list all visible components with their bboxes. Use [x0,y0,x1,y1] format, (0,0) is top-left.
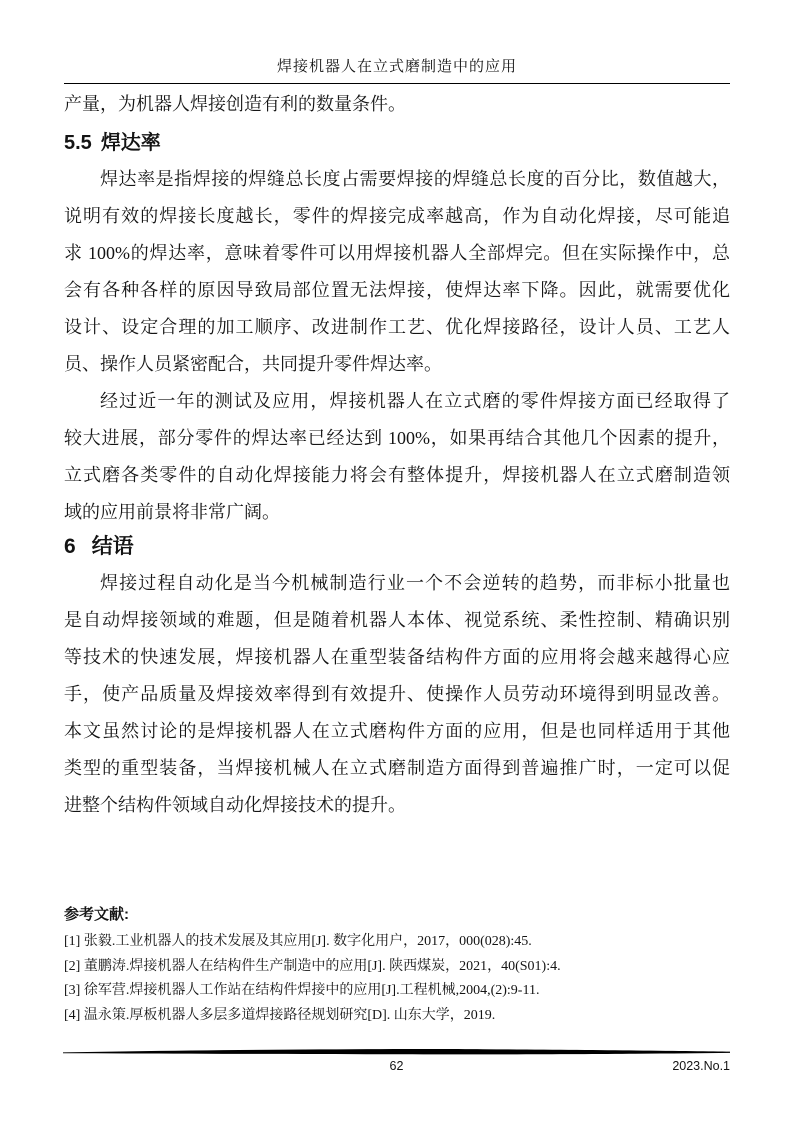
text-line: 会有各种各样的原因导致局部位置无法焊接，使焊达率下降。因此，就需要优化 [64,280,730,300]
text-line: 本文虽然讨论的是焊接机器人在立式磨构件方面的应用，但是也同样适用于其他 [64,721,730,741]
paragraph-weld-rate-definition [64,161,730,383]
section-title: 焊达率 [100,132,161,154]
text-line: 设计、设定合理的加工顺序、改进制作工艺、优化焊接路径，设计人员、工艺人 [64,317,730,337]
text-line: 说明有效的焊接长度越长，零件的焊接完成率越高，作为自动化焊接，尽可能追 [64,206,730,226]
reference-item: [1] 张毅.工业机器人的技术发展及其应用[J]. 数字化用户，2017，000(028):45. [64,934,532,949]
text-line: 焊接过程自动化是当今机械制造行业一个不会逆转的趋势，而非标小批量也 [100,573,730,593]
text-line: 员、操作人员紧密配合，共同提升零件焊达率。 [64,354,442,374]
section-number: 5.5 [64,132,92,154]
paragraph-continuation-line: 产量，为机器人焊接创造有利的数量条件。 [64,94,406,114]
section-heading-6 [64,531,730,562]
text-line: 立式磨各类零件的自动化焊接能力将会有整体提升，焊接机器人在立式磨制造领 [64,465,730,485]
references-heading: 参考文献: [64,906,129,923]
header-rule [64,83,730,84]
reference-item: [3] 徐军营.焊接机器人工作站在结构件焊接中的应用[J].工程机械,2004,(2):9-11. [64,983,540,998]
paragraph-weld-rate-progress [64,383,730,531]
text-line: 较大进展，部分零件的焊达率已经达到 100%，如果再结合其他几个因素的提升， [64,428,730,448]
text-line: 进整个结构件领域自动化焊接技术的提升。 [64,795,406,815]
paragraph-conclusion [64,565,730,824]
text-line: 类型的重型装备，当焊接机械人在立式磨制造方面得到普遍推广时，一定可以促 [64,758,730,778]
text-line: 等技术的快速发展，焊接机器人在重型装备结构件方面的应用将会越来越得心应 [64,647,730,667]
references-section [64,904,730,1028]
running-head-title: 焊接机器人在立式磨制造中的应用 [276,59,517,75]
references-list [64,930,730,1028]
footer-row [63,1059,730,1074]
footer-rule [63,1048,730,1056]
text-line: 求 100%的焊达率，意味着零件可以用焊接机器人全部焊完。但在实际操作中，总 [64,243,730,263]
issue-label: 2023.No.1 [672,1059,730,1073]
text-line: 经过近一年的测试及应用，焊接机器人在立式磨的零件焊接方面已经取得了 [100,391,730,411]
reference-item: [4] 温永策.厚板机器人多层多道焊接路径规划研究[D]. 山东大学，2019. [64,1007,496,1023]
section-number: 6 [64,535,76,558]
section-title: 结语 [91,535,134,558]
section-heading-5-5 [64,128,730,158]
page-number: 62 [389,1059,404,1073]
text-line: 是自动焊接领域的难题，但是随着机器人本体、视觉系统、柔性控制、精确识别 [64,610,730,630]
text-line: 焊达率是指焊接的焊缝总长度占需要焊接的焊缝总长度的百分比，数值越大， [100,169,730,189]
reference-item: [2] 董鹏涛.焊接机器人在结构件生产制造中的应用[J]. 陕西煤炭，2021，40(S01):4. [64,958,561,974]
text-line: 域的应用前景将非常广阔。 [64,502,280,522]
text-line: 手，使产品质量及焊接效率得到有效提升、使操作人员劳动环境得到明显改善。 [64,684,730,704]
page-footer [63,1048,730,1074]
